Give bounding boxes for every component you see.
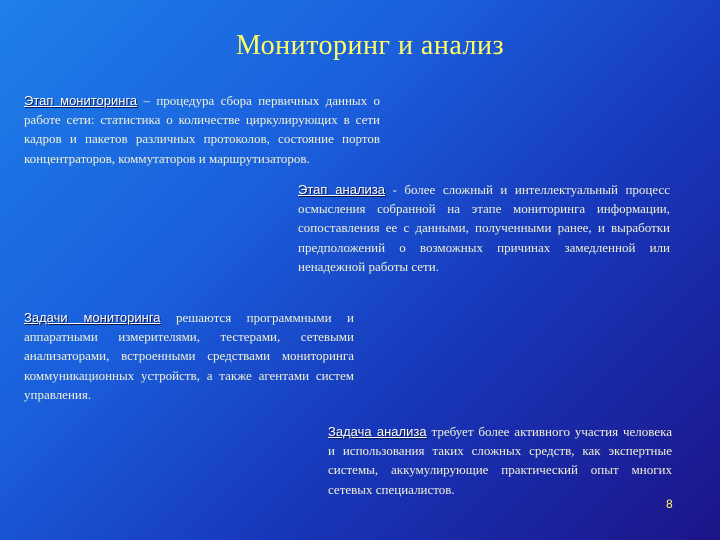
- analysis-task-text: требует более активного участия человека и использования таких сложных средств, как экспертные системы, аккумулирующие практический опыт многих сетевых специалистов.: [328, 424, 672, 497]
- analysis-stage-paragraph: [298, 180, 670, 276]
- monitoring-tasks-text: решаются программными и аппаратными измерителями, тестерами, сетевыми анализаторами, встроенными средствами мониторинга коммуникационных устройств, а также агентами систем управления.: [24, 310, 354, 402]
- analysis-stage-term: Этап анализа: [298, 182, 385, 197]
- monitoring-tasks-paragraph: [24, 308, 354, 404]
- slide-title: Мониторинг и анализ: [235, 30, 505, 61]
- analysis-task-paragraph: [328, 422, 672, 499]
- analysis-stage-text: - более сложный и интеллектуальный процесс осмысления собранной на этапе мониторинга информации, сопоставления ее с данными, полученными ранее, и выработки предположений о возможных причинах замедленной или ненадежной работы сети.: [298, 182, 670, 274]
- monitoring-stage-text: – процедура сбора первичных данных о работе сети: статистика о количестве циркулирующих в сети кадров и пакетов различных протоколов, состояние портов концентраторов, коммутаторов и маршрутизаторов.: [24, 93, 380, 166]
- monitoring-stage-paragraph: [24, 91, 380, 168]
- monitoring-tasks-term: Задачи мониторинга: [24, 310, 161, 325]
- page-number: 8: [666, 497, 673, 511]
- monitoring-stage-term: Этап мониторинга: [24, 93, 138, 108]
- analysis-task-term: Задача анализа: [328, 424, 427, 439]
